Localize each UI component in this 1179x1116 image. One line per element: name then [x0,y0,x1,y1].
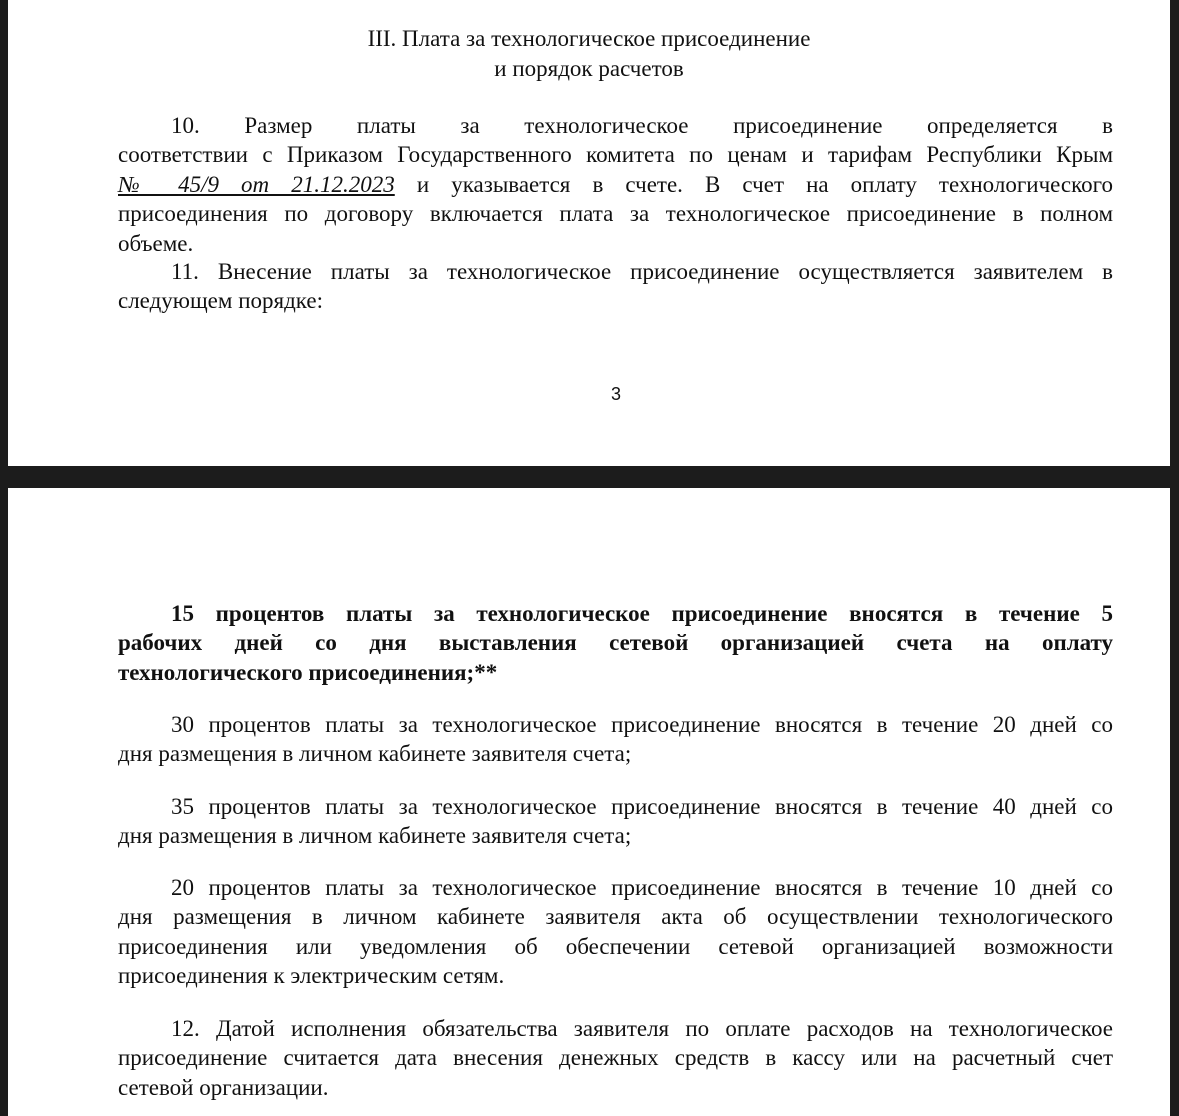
section-heading [8,24,1170,83]
p11-line-1: 11. Внесение платы за технологическое присоединение осуществляется заявителем в [171,259,1113,284]
p35-line-2: дня размещения в личном кабинете заявителя счета; [118,823,632,849]
p10-line-4: присоединения по договору включается плата за технологическое присоединение в полном [118,201,1113,227]
p20-line-3: присоединения или уведомления об обеспечении сетевой организацией возможности [118,933,1113,959]
p20-line-1: 20 процентов платы за технологическое присоединение вносятся в течение 10 дней со [171,875,1113,900]
p20-line-2: дня размещения в личном кабинете заявителя акта об осуществлении технологического [118,904,1113,930]
paragraph-15-percent [118,599,1113,687]
paragraph-20-percent [118,873,1113,991]
p11-line-2: следующем порядке: [118,288,323,314]
p10-line-3 [118,170,1113,199]
page-4 [8,488,1170,1116]
paragraph-35-percent [118,792,1113,851]
paragraph-11 [118,257,1113,316]
p30-line-1: 30 процентов платы за технологическое присоединение вносятся в течение 20 дней со [171,712,1113,737]
paragraph-30-percent [118,710,1113,769]
paragraph-12 [118,1014,1113,1102]
p12-line-1: 12. Датой исполнения обязательства заявителя по оплате расходов на технологическое [171,1016,1113,1041]
p10-line-2: соответствии с Приказом Государственного комитета по ценам и тарифам Республики Крым [118,142,1113,168]
order-reference: № 45/9 от 21.12.2023 [118,171,395,197]
paragraph-10 [118,111,1113,258]
bold-line-1: 15 процентов платы за технологическое присоединение вносятся в течение 5 [171,601,1113,626]
p10-line-1: 10. Размер платы за технологическое присоединение определяется в [171,113,1113,138]
p10-line-5: объеме. [118,230,194,256]
bold-line-3: технологического присоединения;** [118,659,498,685]
p35-line-1: 35 процентов платы за технологическое присоединение вносятся в течение 40 дней со [171,794,1113,819]
page-3 [8,0,1170,466]
page-number: 3 [610,384,621,404]
heading-line-2: и порядок расчетов [494,55,684,81]
p20-line-4: присоединения к электрическим сетям. [118,963,505,989]
p10-line-3-rest: и указывается в счете. В счет на оплату технологического [394,171,1113,197]
p12-line-3: сетевой организации. [118,1074,329,1100]
bold-line-2: рабочих дней со дня выставления сетевой организацией счета на оплату [118,630,1113,656]
heading-line-1: III. Плата за технологическое присоединение [367,26,811,51]
p12-line-2: присоединение считается дата внесения денежных средств в кассу или на расчетный счет [118,1045,1113,1071]
p30-line-2: дня размещения в личном кабинете заявителя счета; [118,741,632,767]
